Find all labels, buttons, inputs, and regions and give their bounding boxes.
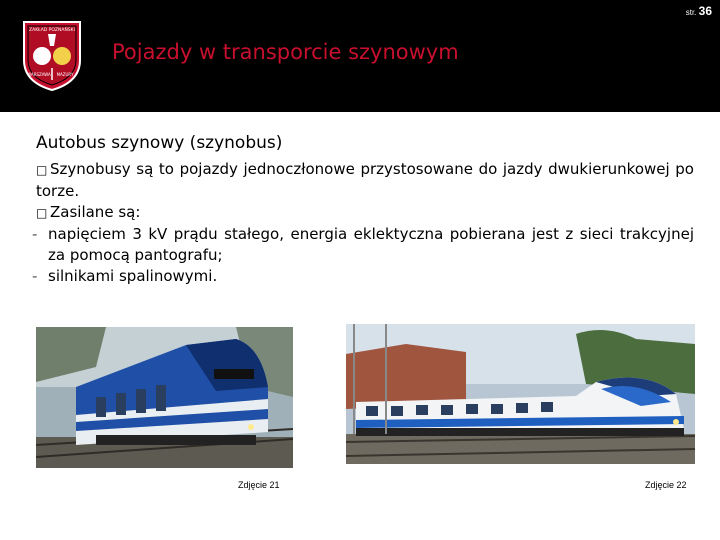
logo-text-top: ZAKŁAD POZNAŃSKI [29,28,75,33]
bullet-item [36,202,694,224]
bullet-item [36,159,694,202]
section-subtitle: Autobus szynowy (szynobus) [36,133,283,153]
page-number-value: 36 [698,4,712,18]
dash-list-item [32,224,694,266]
dash-item-text: napięciem 3 kV prądu stałego, energia eklektyczna pobierana jest z sieci trakcyjnej za pomocą pantografu; [48,225,694,264]
logo-text-right: MAZURY [56,72,74,77]
header-bar [0,0,720,112]
slide-title: Pojazdy w transporcie szynowym [112,40,459,64]
dash-icon: - [32,225,38,243]
dash-list-item [32,266,694,287]
dash-icon: - [32,267,38,285]
logo-text-left: WARSZAWA [27,72,51,77]
photo-caption: Zdjęcie 21 [238,480,280,490]
bullet-text: Szynobusy są to pojazdy jednoczłonowe przystosowane do jazdy dwukierunkowej po torze. [36,160,694,200]
page-number-label: str. [685,8,697,17]
bullet-text: Zasilane są: [50,203,141,221]
bullet-glyph-icon: □ [36,206,48,220]
page-number [686,4,712,18]
organization-logo [18,18,86,92]
railbus-photo-1 [36,327,293,468]
photo-caption: Zdjęcie 22 [645,480,687,490]
railbus-photo-2 [346,324,695,464]
bullet-glyph-icon: □ [36,163,48,177]
content-area [32,133,694,287]
dash-item-text: silnikami spalinowymi. [48,267,218,285]
